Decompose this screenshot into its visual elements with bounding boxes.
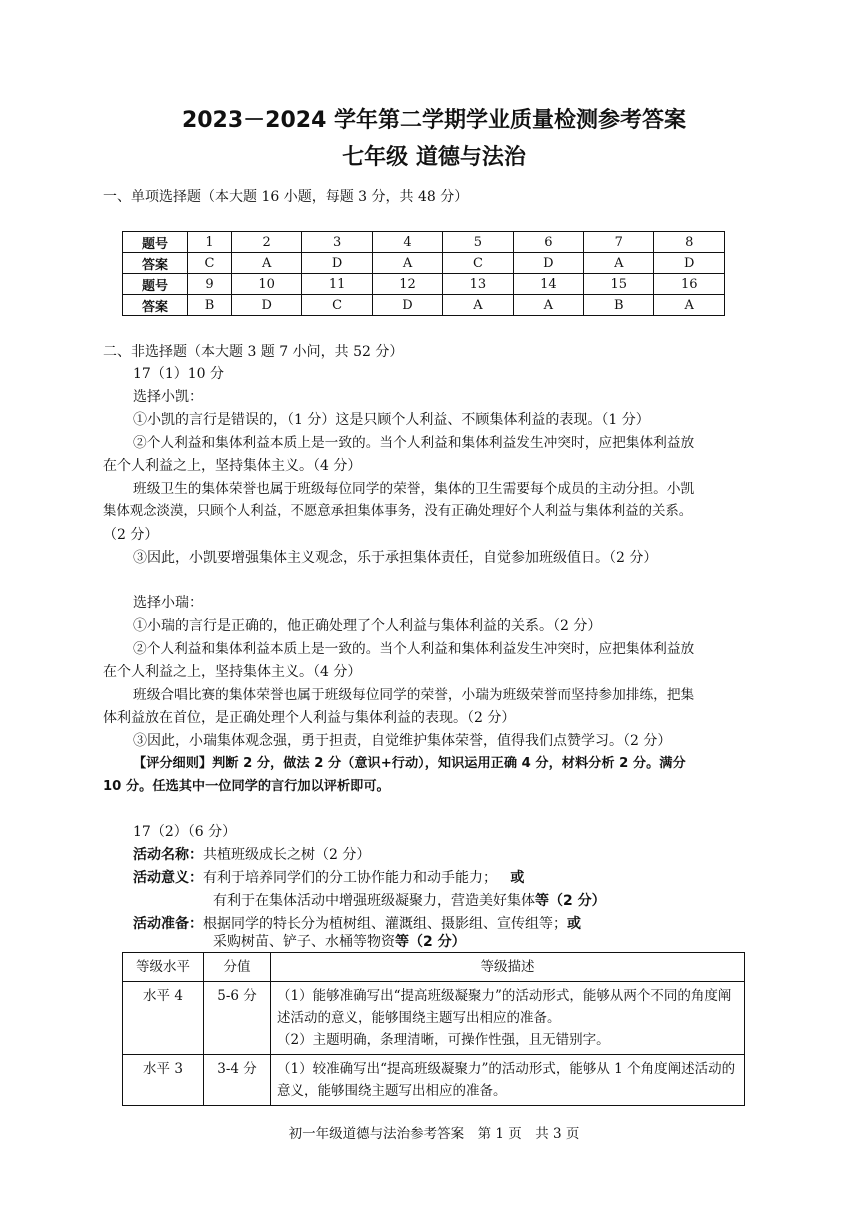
- cell: 5: [443, 232, 513, 253]
- doc-subtitle: 七年级 道德与法治: [342, 145, 526, 170]
- kai-title: 选择小凯：: [133, 389, 203, 405]
- cell: 8: [654, 232, 725, 253]
- section1-heading: 一、单项选择题（本大题 16 小题，每题 3 分，共 48 分）: [103, 189, 469, 205]
- cell: B: [584, 295, 654, 316]
- table-row: [123, 253, 725, 274]
- header-level: 等级水平: [123, 953, 204, 982]
- activity-significance-2-row: [213, 891, 606, 911]
- activity-significance-2-score: 等（2 分）: [535, 893, 606, 909]
- cell: 12: [372, 274, 442, 295]
- description-cell: [271, 982, 745, 1055]
- q17-2-heading: 17（2）（6 分）: [133, 824, 237, 840]
- cell: 1: [188, 232, 232, 253]
- row-label: 答案: [123, 295, 188, 316]
- cell: 7: [584, 232, 654, 253]
- table-row: [123, 953, 745, 982]
- kai-point-3c: （2 分）: [103, 527, 159, 543]
- activity-name: 共植班级成长之树（2 分）: [203, 847, 371, 863]
- kai-point-4: ③因此，小凯要增强集体主义观念，乐于承担集体责任，自觉参加班级值日。（2 分）: [133, 550, 658, 566]
- table-row: [123, 982, 745, 1055]
- rui-point-3b: 体利益放在首位，是正确处理个人利益与集体利益的表现。（2 分）: [103, 710, 516, 726]
- activity-prep-1: 根据同学的特长分为植树组、灌溉组、摄影组、宣传组等；: [203, 916, 567, 932]
- cell: 13: [443, 274, 513, 295]
- table-row: [123, 295, 725, 316]
- activity-prep-label: 活动准备：: [133, 916, 203, 932]
- cell: A: [654, 295, 725, 316]
- cell: A: [372, 253, 442, 274]
- activity-significance-label: 活动意义：: [133, 870, 203, 886]
- kai-point-3a: 班级卫生的集体荣誉也属于班级每位同学的荣誉，集体的卫生需要每个成员的主动分担。小凯: [133, 481, 695, 497]
- activity-name-row: [133, 845, 370, 865]
- cell: 4: [372, 232, 442, 253]
- cell: D: [302, 253, 372, 274]
- cell: C: [443, 253, 513, 274]
- cell: 10: [231, 274, 301, 295]
- cell: 16: [654, 274, 725, 295]
- kai-point-3b: 集体观念淡漠，只顾个人利益，不愿意承担集体事务，没有正确处理好个人利益与集体利益的关系。: [103, 504, 693, 519]
- rui-point-3a: 班级合唱比赛的集体荣誉也属于班级每位同学的荣誉，小瑞为班级荣誉而坚持参加排练，把集: [133, 687, 695, 703]
- level-cell: 水平 3: [123, 1055, 204, 1106]
- cell: A: [443, 295, 513, 316]
- rui-title: 选择小瑞：: [133, 595, 203, 611]
- row-label: 题号: [123, 274, 188, 295]
- activity-significance-row: [133, 868, 524, 888]
- cell: B: [188, 295, 232, 316]
- table-row: [123, 232, 725, 253]
- activity-prep-2-score: 等（2 分）: [395, 934, 466, 950]
- cell: A: [584, 253, 654, 274]
- cell: 15: [584, 274, 654, 295]
- page-footer: 初一年级道德与法治参考答案 第 1 页 共 3 页: [288, 1126, 580, 1142]
- cell: 9: [188, 274, 232, 295]
- activity-prep-2-row: [213, 932, 466, 952]
- cell: 14: [513, 274, 583, 295]
- activity-prep-row: [133, 914, 581, 934]
- header-score: 分值: [204, 953, 271, 982]
- rui-point-4: ③因此，小瑞集体观念强，勇于担责，自觉维护集体荣誉，值得我们点赞学习。（2 分）: [133, 733, 672, 749]
- header-description: 等级描述: [271, 953, 745, 982]
- kai-point-2b: 在个人利益之上，坚持集体主义。（4 分）: [103, 458, 362, 474]
- activity-significance-2: 有利于在集体活动中增强班级凝聚力，营造美好集体: [213, 893, 535, 909]
- cell: 3: [302, 232, 372, 253]
- rui-point-2b: 在个人利益之上，坚持集体主义。（4 分）: [103, 664, 362, 680]
- section2-heading: 二、非选择题（本大题 3 题 7 小问，共 52 分）: [103, 344, 404, 360]
- level-cell: 水平 4: [123, 982, 204, 1055]
- kai-point-2a: ②个人利益和集体利益本质上是一致的。当个人利益和集体利益发生冲突时，应把集体利益放: [133, 435, 695, 451]
- or-label: 或: [567, 916, 581, 932]
- activity-name-label: 活动名称：: [133, 847, 203, 863]
- kai-point-1: ①小凯的言行是错误的，（1 分）这是只顾个人利益、不顾集体利益的表现。（1 分）: [133, 412, 650, 428]
- answer-table: [122, 231, 725, 316]
- activity-significance-1: 有利于培养同学们的分工协作能力和动手能力；: [203, 870, 497, 886]
- cell: D: [513, 253, 583, 274]
- scoring-rule-a: 【评分细则】判断 2 分，做法 2 分（意识+行动），知识运用正确 4 分，材料分析 2 分。满分: [133, 756, 686, 771]
- table-row: [123, 274, 725, 295]
- cell: C: [188, 253, 232, 274]
- activity-prep-2: 采购树苗、铲子、水桶等物资: [213, 934, 395, 950]
- score-cell: 3-4 分: [204, 1055, 271, 1106]
- description-cell: [271, 1055, 745, 1106]
- cell: A: [231, 253, 301, 274]
- description-line: （2）主题明确，条理清晰，可操作性强，且无错别字。: [277, 1032, 610, 1048]
- rui-point-2a: ②个人利益和集体利益本质上是一致的。当个人利益和集体利益发生冲突时，应把集体利益放: [133, 641, 695, 657]
- score-cell: 5-6 分: [204, 982, 271, 1055]
- row-label: 答案: [123, 253, 188, 274]
- description-line: （1）较准确写出“提高班级凝聚力”的活动形式，能够从 1 个角度阐述活动的意义，能够围绕主题写出相应的准备。: [277, 1061, 736, 1099]
- q17-1-heading: 17（1）10 分: [133, 366, 224, 382]
- row-label: 题号: [123, 232, 188, 253]
- cell: D: [372, 295, 442, 316]
- level-table: [122, 952, 745, 1106]
- rui-point-1: ①小瑞的言行是正确的，他正确处理了个人利益与集体利益的关系。（2 分）: [133, 618, 602, 634]
- doc-title: 2023－2024 学年第二学期学业质量检测参考答案: [181, 108, 687, 133]
- description-line: （1）能够准确写出“提高班级凝聚力”的活动形式，能够从两个不同的角度阐述活动的意义，能够围绕主题写出相应的准备。: [277, 988, 732, 1026]
- cell: A: [513, 295, 583, 316]
- cell: 6: [513, 232, 583, 253]
- cell: D: [654, 253, 725, 274]
- cell: D: [231, 295, 301, 316]
- table-row: [123, 1055, 745, 1106]
- cell: 11: [302, 274, 372, 295]
- cell: 2: [231, 232, 301, 253]
- or-label: 或: [510, 870, 525, 886]
- cell: C: [302, 295, 372, 316]
- scoring-rule-b: 10 分。任选其中一位同学的言行加以评析即可。: [103, 779, 390, 794]
